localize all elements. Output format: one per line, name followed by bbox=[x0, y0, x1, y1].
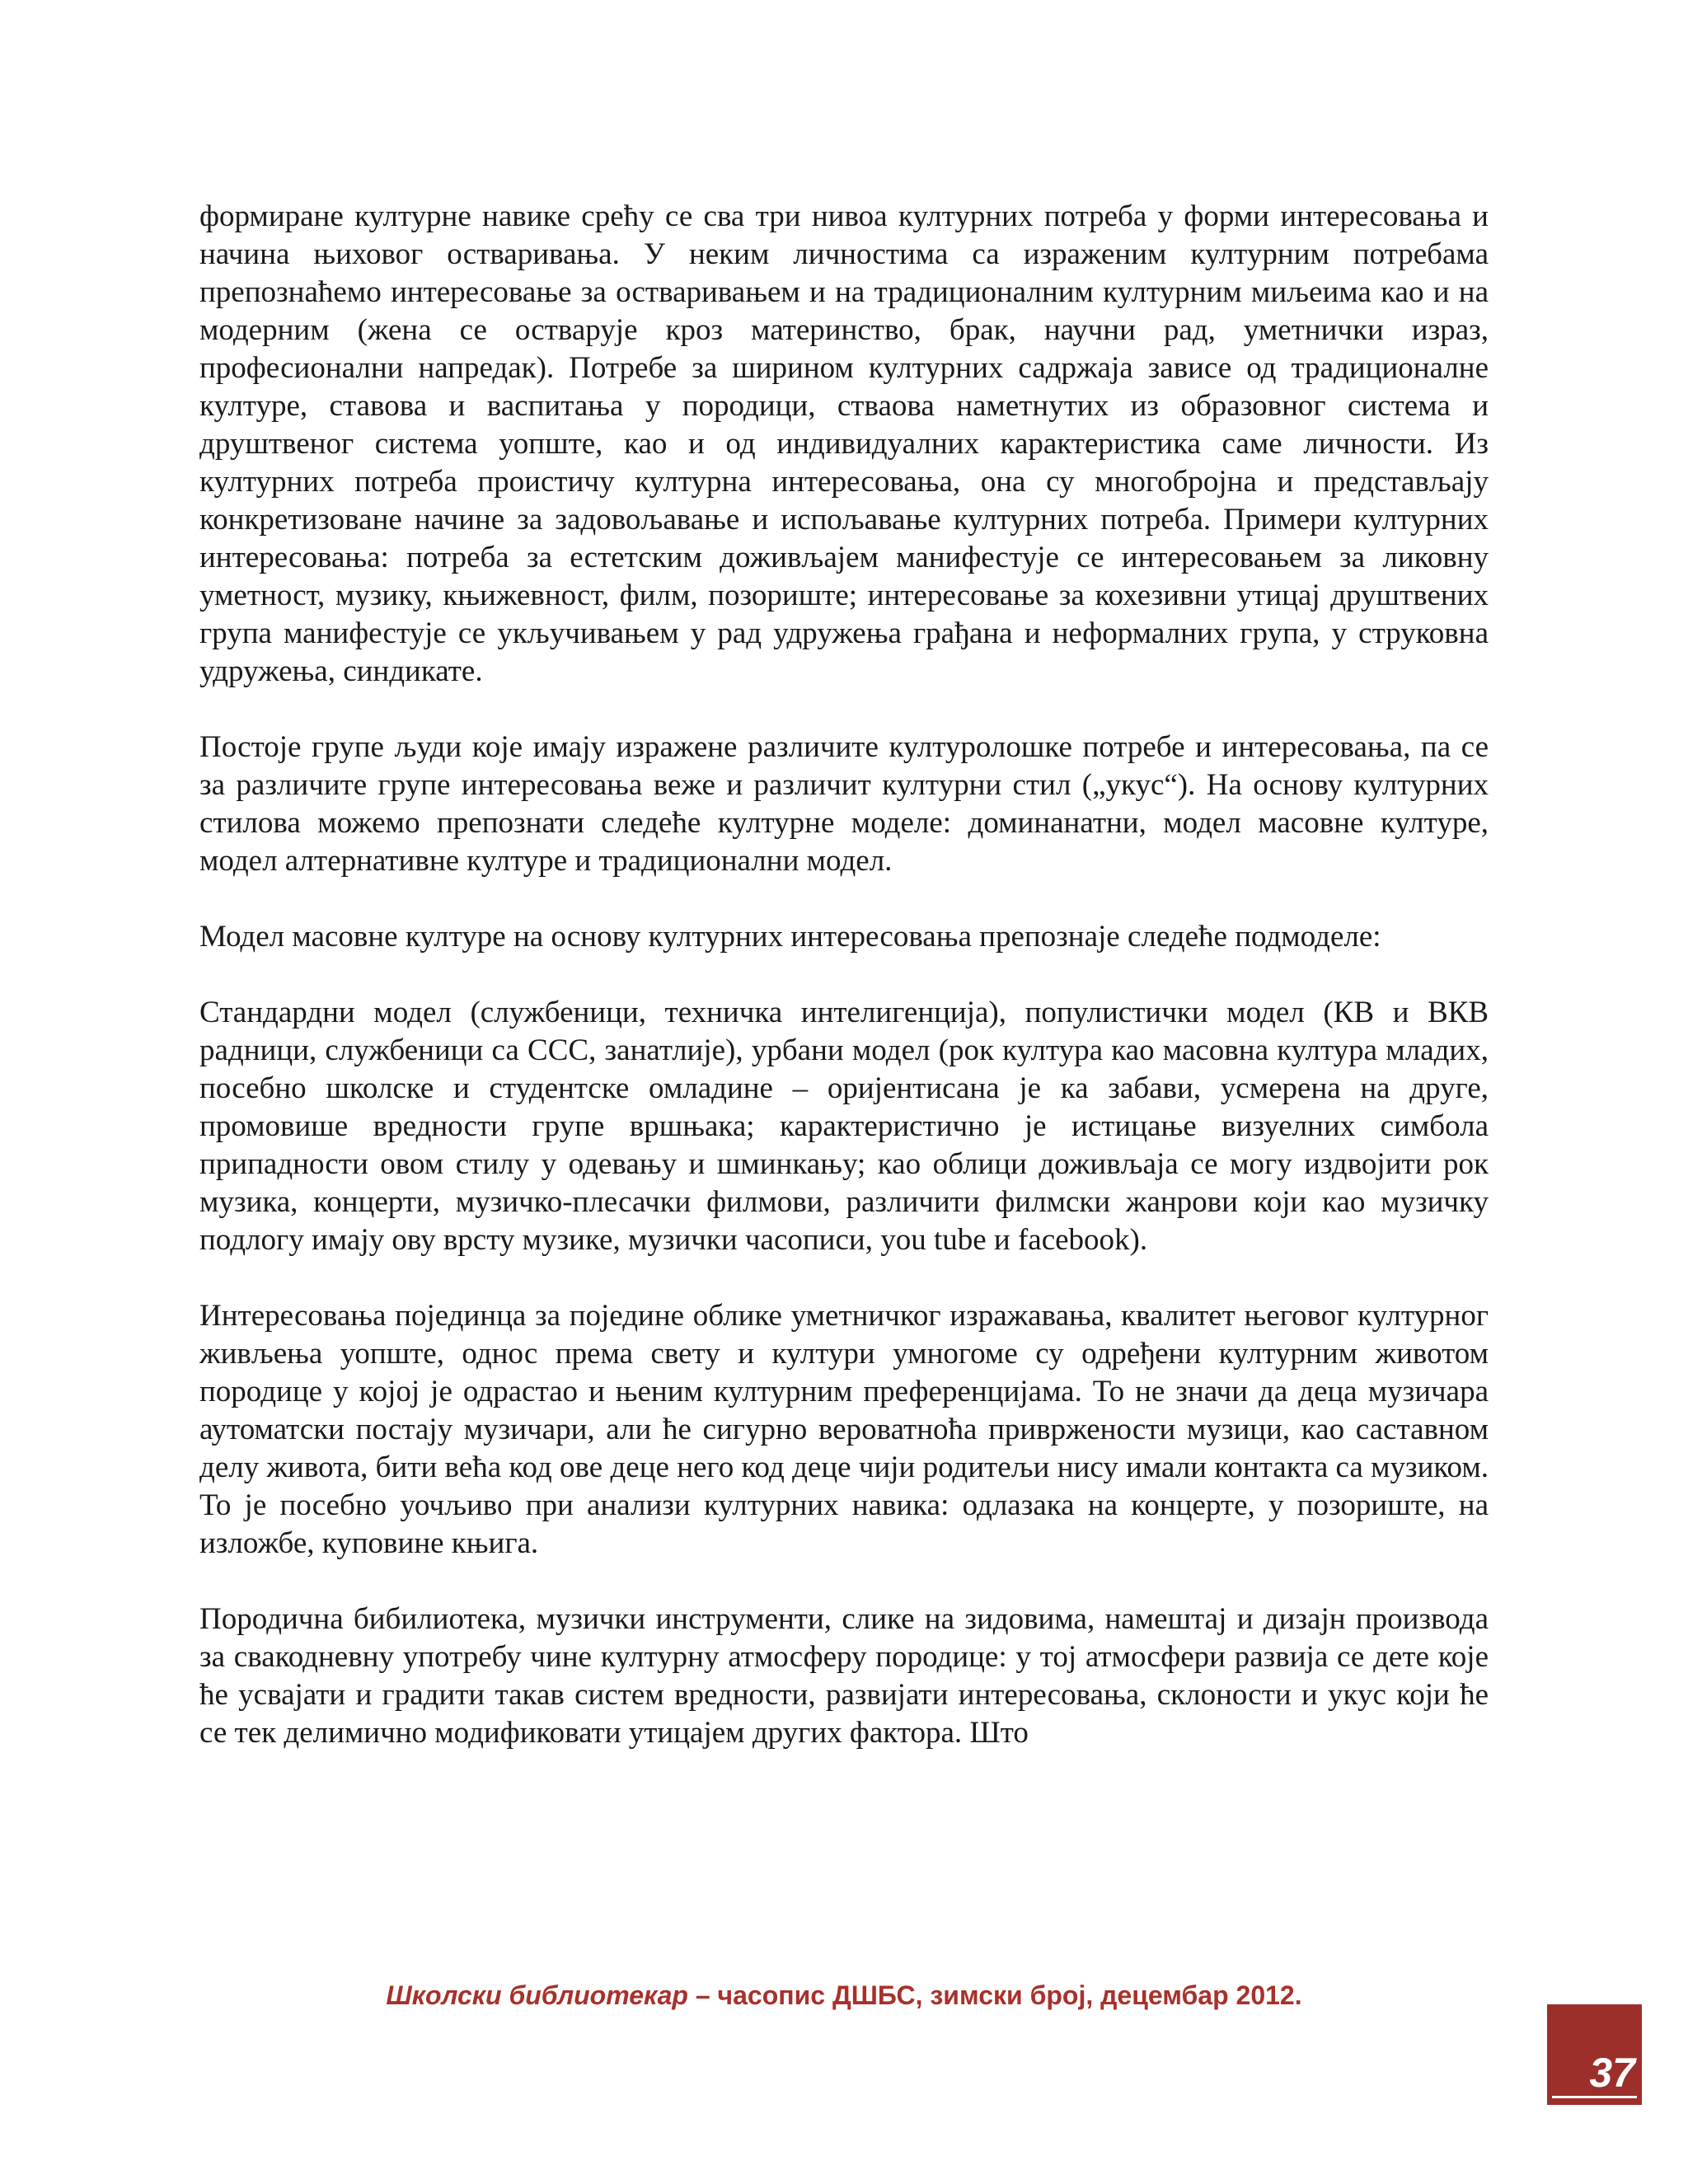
journal-name: Школски библиотекар bbox=[386, 1980, 688, 2010]
journal-issue-info: – часопис ДШБС, зимски број, децембар 2012. bbox=[687, 1980, 1302, 2010]
paragraph-2: Постоје групе људи које имају изражене различите културолошке потребе и интересовања, па се за различите групе интересовања веже и различит културни стил („укус“). На основу културних стилова можемо препознати следеће културне моделе: доминанатни, модел масовне културе, модел алтернативне културе и традиционални модел. bbox=[199, 730, 1489, 878]
paragraph-6: Породична бибилиотека, музички инструменти, слике на зидовима, намештај и дизајн производа за свакодневну употребу чине културну атмосферу породице: у тој атмосфери развија се дете које ће усвајати и градити такав систем вредности, развијати интересовања, склоности и укус који ће се тек делимично модификовати утицајем других фактора. Што bbox=[199, 1602, 1489, 1750]
page-footer bbox=[0, 1980, 1688, 2011]
page-number: 37 bbox=[1589, 2050, 1635, 2096]
page-number-underline bbox=[1552, 2096, 1637, 2098]
page-number-badge bbox=[1547, 2004, 1642, 2105]
paragraph-1: формиране културне навике срећу се сва три нивоа културних потреба у форми интересовања и начина њиховог остваривања. У неким личностима са израженим културним потребама препознаћемо интересовање за остваривањем и на традиционалним културним миљеима као и на модерним (жена се остварује кроз материнство, брак, научни рад, уметнички израз, професионални напредак). Потребе за ширином културних садржаја зависе од традиционалне културе, ставова и васпитања у породици, стваова наметнутих из образовног система и друштвеног система уопште, као и од индивидуалних карактеристика саме личности. Из културних потреба проистичу културна интересовања, она су многобројна и представљају конкретизоване начине за задовољавање и испољавање културних потреба. Примери културних интересовања: потреба за естетским доживљајем манифестује се интересовањем за ликовну уметност, музику, књижевност, филм, позориште; интересовање за кохезивни утицај друштвених група манифестује се укључивањем у рад удружења грађана и неформалних група, у струковна удружења, синдикате. bbox=[199, 199, 1489, 688]
paragraph-5: Интересовања појединца за појединe облике уметничког изражавања, квалитет његовог културног живљења уопште, однос према свету и култури умногоме су одређени културним животом породице у којој је одрастао и њеним културним преференцијама. То не значи да деца музичара аутоматски постају музичари, али ће сигурно вероватноћа привржености музици, као саставном делу живота, бити већа код ове деце него код деце чији родитељи нису имали контакта са музиком. То је посебно уочљиво при анализи културних навика: одлазака на концерте, у позориште, на изложбе, куповине књига. bbox=[199, 1299, 1489, 1560]
paragraph-3: Модел масовне културе на основу културних интересовања препознаје следеће подмоделе: bbox=[199, 920, 1381, 954]
article-body bbox=[199, 198, 1489, 1752]
paragraph-4: Стандардни модел (службеници, техничка интелигенција), популистички модел (КВ и ВКВ радници, службеници са ССС, занатлије), урбани модел (рок култура као масовна култура младих, посебно школске и студентске омладине – оријентисана је ка забави, усмерена на друге, промовише вредности групе вршњака; карактеристично је истицање визуелних симбола припадности овом стилу у одевању и шминкању; као облици доживљаја се могу издвојити рок музика, концерти, музичко-плесачки филмови, различити филмски жанрови који као музичку подлогу имају ову врсту музике, музички часописи, you tube и facebook). bbox=[199, 996, 1489, 1257]
